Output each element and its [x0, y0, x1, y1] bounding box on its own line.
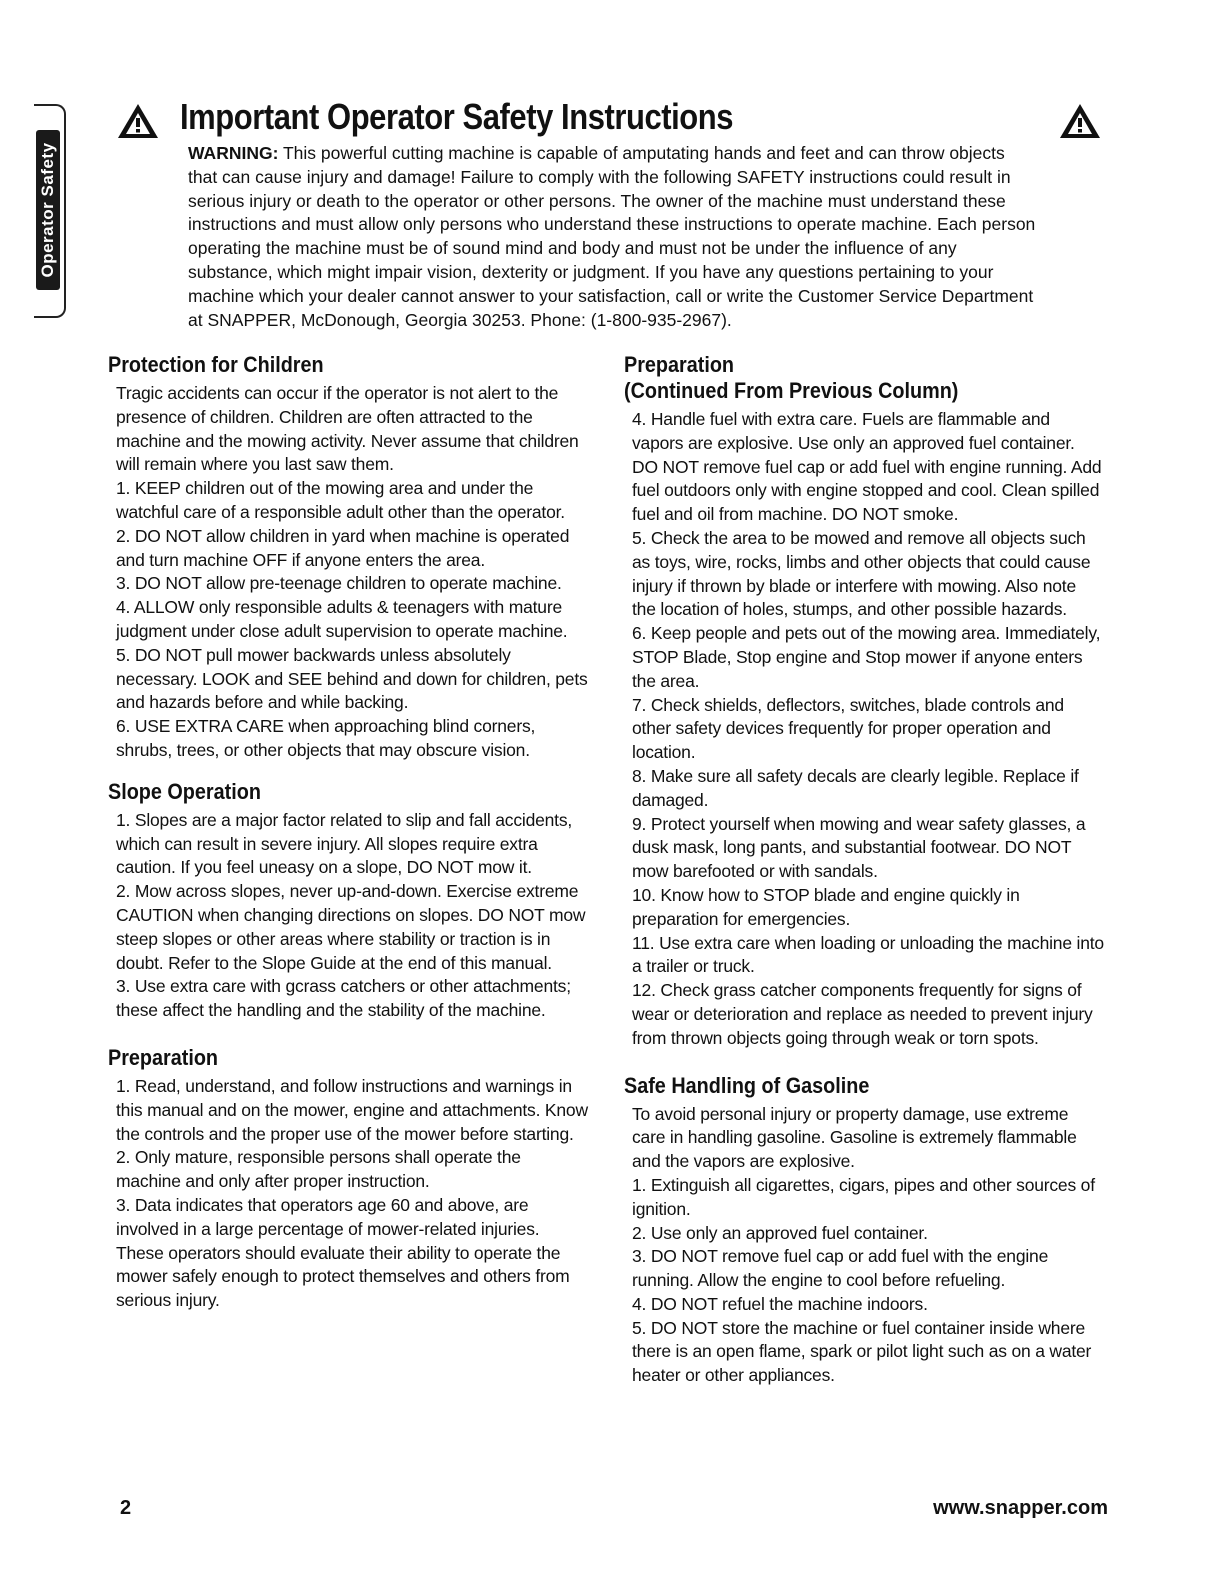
list-item: 5. DO NOT store the machine or fuel container inside where there is an open flame, spark or pilot light such as on a water heater or other appliances. — [632, 1317, 1092, 1386]
list-item: 4. ALLOW only responsible adults & teenagers with mature judgment under close adult supervision to operate machine. — [116, 597, 568, 641]
list-item: 3. DO NOT allow pre-teenage children to operate machine. — [116, 573, 562, 594]
list-item: 3. DO NOT remove fuel cap or add fuel with the engine running. Allow the engine to cool before refueling. — [632, 1246, 1049, 1291]
list-item: 2. Only mature, responsible persons shall operate the machine and only after proper instruction. — [116, 1147, 521, 1192]
warning-text: This powerful cutting machine is capable of amputating hands and feet and can throw objects that can cause injury and damage! Failure to comply with the following SAFETY instructions could result in serious injury or death to the operator or other persons. The owner of the machine must understand these instructions and must allow only persons who understand these instructions to operate machine. Each person operating the machine must be of sound mind and body and must not be under the influence of any substance, which might impair vision, dexterity or judgment. If you have any questions pertaining to your machine which your dealer cannot answer to your satisfaction, call or write the Customer Service Department at SNAPPER, McDonough, Georgia 30253. Phone: (1-800-935-2967). — [188, 143, 1036, 330]
list-item: 3. Data indicates that operators age 60 and above, are involved in a large percentage of mower-related injuries. These operators should evaluate their ability to operate the mower safely enough to protect themselves and others from serious injury. — [116, 1194, 570, 1311]
website-link[interactable]: www.snapper.com — [933, 1497, 1108, 1519]
list-item: 4. DO NOT refuel the machine indoors. — [632, 1293, 928, 1314]
section-body-slope — [116, 809, 588, 1023]
list-item: 2. Mow across slopes, never up-and-down. Exercise extreme CAUTION when changing directions on slopes. DO NOT mow steep slopes or other areas where stability or traction is in doubt. Refer to the Slope Guide at the end of this manual. — [116, 881, 586, 973]
right-column — [624, 352, 1104, 1404]
list-item: 2. Use only an approved fuel container. — [632, 1222, 928, 1243]
list-item: 10. Know how to STOP blade and engine quickly in preparation for emergencies. — [632, 884, 1020, 929]
section-body-preparation — [116, 1075, 588, 1313]
paragraph: Tragic accidents can occur if the operator is not alert to the presence of children. Children are often attracted to the machine and the mowing activity. Never assume that children will remain where you last saw them. — [116, 383, 579, 475]
section-title-gasoline: Safe Handling of Gasoline — [624, 1072, 870, 1098]
warning-triangle-icon — [116, 102, 160, 140]
list-item: 1. Slopes are a major factor related to slip and fall accidents, which can result in severe injury. All slopes require extra caution. If you feel uneasy on a slope, DO NOT mow it. — [116, 809, 573, 878]
section-body-protection — [116, 382, 588, 763]
list-item: 12. Check grass catcher components frequently for signs of wear or deterioration and replace as needed to prevent injury from thrown objects going through weak or torn spots. — [632, 980, 1093, 1048]
page-title: Important Operator Safety Instructions — [180, 96, 734, 137]
section-subtitle-continued: (Continued From Previous Column) — [624, 378, 959, 403]
section-body-preparation-cont — [632, 408, 1104, 1051]
warning-label: WARNING: — [188, 143, 279, 163]
list-item: 6. USE EXTRA CARE when approaching blind corners, shrubs, trees, or other objects that may obscure vision. — [116, 716, 536, 760]
list-item: 11. Use extra care when loading or unloading the machine into a trailer or truck. — [632, 932, 1104, 977]
section-body-gasoline — [632, 1103, 1104, 1389]
list-item: 7. Check shields, deflectors, switches, blade controls and other safety devices frequently for proper operation and location. — [632, 694, 1064, 763]
list-item: 1. Extinguish all cigarettes, cigars, pipes and other sources of ignition. — [632, 1174, 1095, 1219]
list-item: 1. Read, understand, and follow instructions and warnings in this manual and on the mower, engine and attachments. Know the controls and the proper use of the mower before starting. — [116, 1075, 588, 1144]
left-column — [108, 352, 588, 1329]
list-item: 9. Protect yourself when mowing and wear safety glasses, a dusk mask, long pants, and substantial footwear. DO NOT mow barefooted or with sandals. — [632, 813, 1086, 882]
paragraph: To avoid personal injury or property damage, use extreme care in handling gasoline. Gasoline is extremely flammable and the vapors are explosive. — [632, 1103, 1077, 1172]
list-item: 3. Use extra care with gcrass catchers or other attachments; these affect the handling and the stability of the machine. — [116, 976, 571, 1021]
side-tab-label: Operator Safety — [38, 142, 57, 278]
list-item: 1. KEEP children out of the mowing area and under the watchful care of a responsible adult other than the operator. — [116, 478, 565, 522]
page-number: 2 — [120, 1497, 132, 1519]
warning-paragraph — [188, 142, 1038, 332]
list-item: 4. Handle fuel with extra care. Fuels are flammable and vapors are explosive. Use only an approved fuel container. DO NOT remove fuel cap or add fuel with engine running. Add fuel outdoors only with engine stopped and cool. Clean spilled fuel and oil from machine. DO NOT smoke. — [632, 409, 1102, 525]
section-title-slope: Slope Operation — [108, 778, 261, 804]
list-item: 5. Check the area to be mowed and remove all objects such as toys, wire, rocks, limbs and other objects that could cause injury if thrown by blade or interfere with mowing. Also note the location of holes, stumps, and other possible hazards. — [632, 527, 1091, 620]
list-item: 6. Keep people and pets out of the mowing area. Immediately, STOP Blade, Stop engine and Stop mower if anyone enters the area. — [632, 623, 1101, 691]
section-title-preparation-cont: Preparation — [624, 352, 735, 377]
section-title-preparation: Preparation — [108, 1044, 219, 1070]
list-item: 5. DO NOT pull mower backwards unless absolutely necessary. LOOK and SEE behind and down for children, pets and hazards before and while backing. — [116, 644, 588, 713]
warning-triangle-icon — [1058, 102, 1102, 140]
list-item: 8. Make sure all safety decals are clearly legible. Replace if damaged. — [632, 765, 1079, 810]
list-item: 2. DO NOT allow children in yard when machine is operated and turn machine OFF if anyone enters the area. — [116, 525, 570, 570]
section-title-protection: Protection for Children — [108, 352, 324, 377]
